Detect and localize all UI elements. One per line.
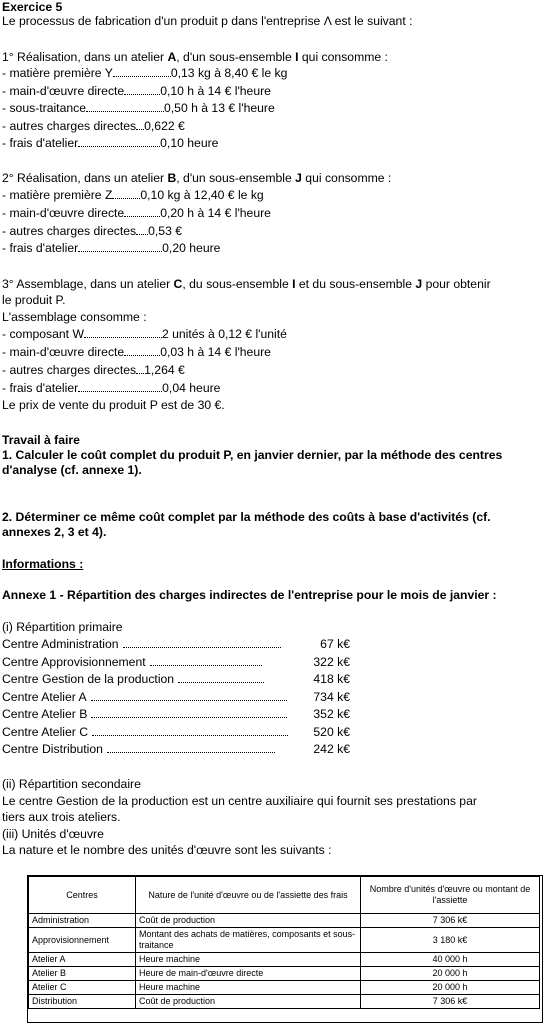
secondary-text-cont: tiers aux trois ateliers. <box>2 810 121 824</box>
sale-price-text: Le prix de vente du produit P est de 30 €. <box>2 398 225 412</box>
secondary-text: Le centre Gestion de la production est un centre auxiliaire qui fournit ses prestations par <box>2 794 477 808</box>
col-header: Nature de l'unité d'œuvre ou de l'assiette des frais <box>136 877 361 914</box>
work-title: Travail à faire <box>2 433 80 447</box>
table-cell: Approvisionnement <box>29 928 136 953</box>
informations-heading: Informations : <box>2 557 84 571</box>
list-item: - composant W 2 unités à 0,12 € l'unité <box>2 327 287 341</box>
list-item: - matière première Z 0,10 kg à 12,40 € le kg <box>2 188 264 202</box>
intro-text: Le processus de fabrication d'un produit p dans l'entreprise Λ est le suivant : <box>2 14 413 28</box>
step-a-heading: 1° Réalisation, dans un atelier A, d'un sous-ensemble I qui consomme : <box>2 50 388 64</box>
table-cell: 20 000 h <box>361 981 540 995</box>
annex1-title: Annexe 1 - Répartition des charges indirectes de l'entreprise pour le mois de janvier : <box>2 588 497 602</box>
table-cell: Distribution <box>29 995 136 1009</box>
table-cell: 40 000 h <box>361 953 540 967</box>
list-item: - autres charges directes 0,53 € <box>2 224 183 238</box>
table-cell: Montant des achats de matières, composants et sous-traitance <box>136 928 361 953</box>
list-item: - main-d'œuvre directe 0,20 h à 14 € l'heure <box>2 206 271 220</box>
table-cell: Coût de production <box>136 995 361 1009</box>
centre-row: Centre Atelier B 352 k€ <box>2 707 350 721</box>
secondary-title: (ii) Répartition secondaire <box>2 777 141 791</box>
step-b-heading: 2° Réalisation, dans un atelier B, d'un sous-ensemble J qui consomme : <box>2 171 392 185</box>
exercise-title: Exercice 5 <box>2 0 63 14</box>
table-cell: 3 180 k€ <box>361 928 540 953</box>
centre-row: Centre Distribution 242 k€ <box>2 742 350 756</box>
list-item: - sous-traitance 0,50 h à 13 € l'heure <box>2 101 275 115</box>
list-item: - autres charges directes 1,264 € <box>2 363 185 377</box>
step-c-heading: 3° Assemblage, dans un atelier C, du sous-ensemble I et du sous-ensemble J pour obtenir <box>2 277 491 291</box>
table-cell: Heure machine <box>136 981 361 995</box>
table-cell: Atelier B <box>29 967 136 981</box>
centre-row: Centre Atelier C 520 k€ <box>2 725 350 739</box>
table-row <box>29 953 540 967</box>
table-cell: Coût de production <box>136 914 361 928</box>
step-c-line2: le produit P. <box>2 293 66 307</box>
table-row <box>29 981 540 995</box>
table-header-row <box>29 877 540 914</box>
table-cell: Atelier C <box>29 981 136 995</box>
table-row <box>29 995 540 1009</box>
step-c-line3: L'assemblage consomme : <box>2 310 147 324</box>
list-item: - frais d'atelier 0,20 heure <box>2 241 221 255</box>
list-item: - main-d'œuvre directe 0,03 h à 14 € l'heure <box>2 345 271 359</box>
table-cell: Administration <box>29 914 136 928</box>
question-2-cont: annexes 2, 3 et 4). <box>2 525 107 539</box>
list-item: - frais d'atelier 0,04 heure <box>2 381 221 395</box>
col-header: Centres <box>29 877 136 914</box>
list-item: - autres charges directes 0,622 € <box>2 119 185 133</box>
units-title: (iii) Unités d'œuvre <box>2 827 104 841</box>
table-cell: Heure machine <box>136 953 361 967</box>
centre-row: Centre Administration 67 k€ <box>2 637 350 651</box>
primary-title: (i) Répartition primaire <box>2 620 123 634</box>
question-2: 2. Déterminer ce même coût complet par la méthode des coûts à base d'activités (cf. <box>2 510 491 524</box>
question-1: 1. Calculer le coût complet du produit P, en janvier dernier, par la méthode des centres <box>2 448 503 462</box>
units-table <box>28 876 540 1009</box>
table-row <box>29 928 540 953</box>
centre-row: Centre Atelier A 734 k€ <box>2 690 350 704</box>
table-row <box>29 914 540 928</box>
list-item: - frais d'atelier 0,10 heure <box>2 136 219 150</box>
table-cell: 20 000 h <box>361 967 540 981</box>
question-1-cont: d'analyse (cf. annexe 1). <box>2 463 142 477</box>
centre-row: Centre Gestion de la production 418 k€ <box>2 672 350 686</box>
list-item: - matière première Y 0,13 kg à 8,40 € le kg <box>2 66 288 80</box>
table-cell: Atelier A <box>29 953 136 967</box>
list-item: - main-d'œuvre directe 0,10 h à 14 € l'heure <box>2 84 271 98</box>
col-header: Nombre d'unités d'œuvre ou montant de l'assiette <box>361 877 540 914</box>
table-cell: 7 306 k€ <box>361 914 540 928</box>
table-row <box>29 967 540 981</box>
units-text: La nature et le nombre des unités d'œuvre sont les suivants : <box>2 843 332 857</box>
table-cell: 7 306 k€ <box>361 995 540 1009</box>
centre-row: Centre Approvisionnement 322 k€ <box>2 655 350 669</box>
table-cell: Heure de main-d'œuvre directe <box>136 967 361 981</box>
